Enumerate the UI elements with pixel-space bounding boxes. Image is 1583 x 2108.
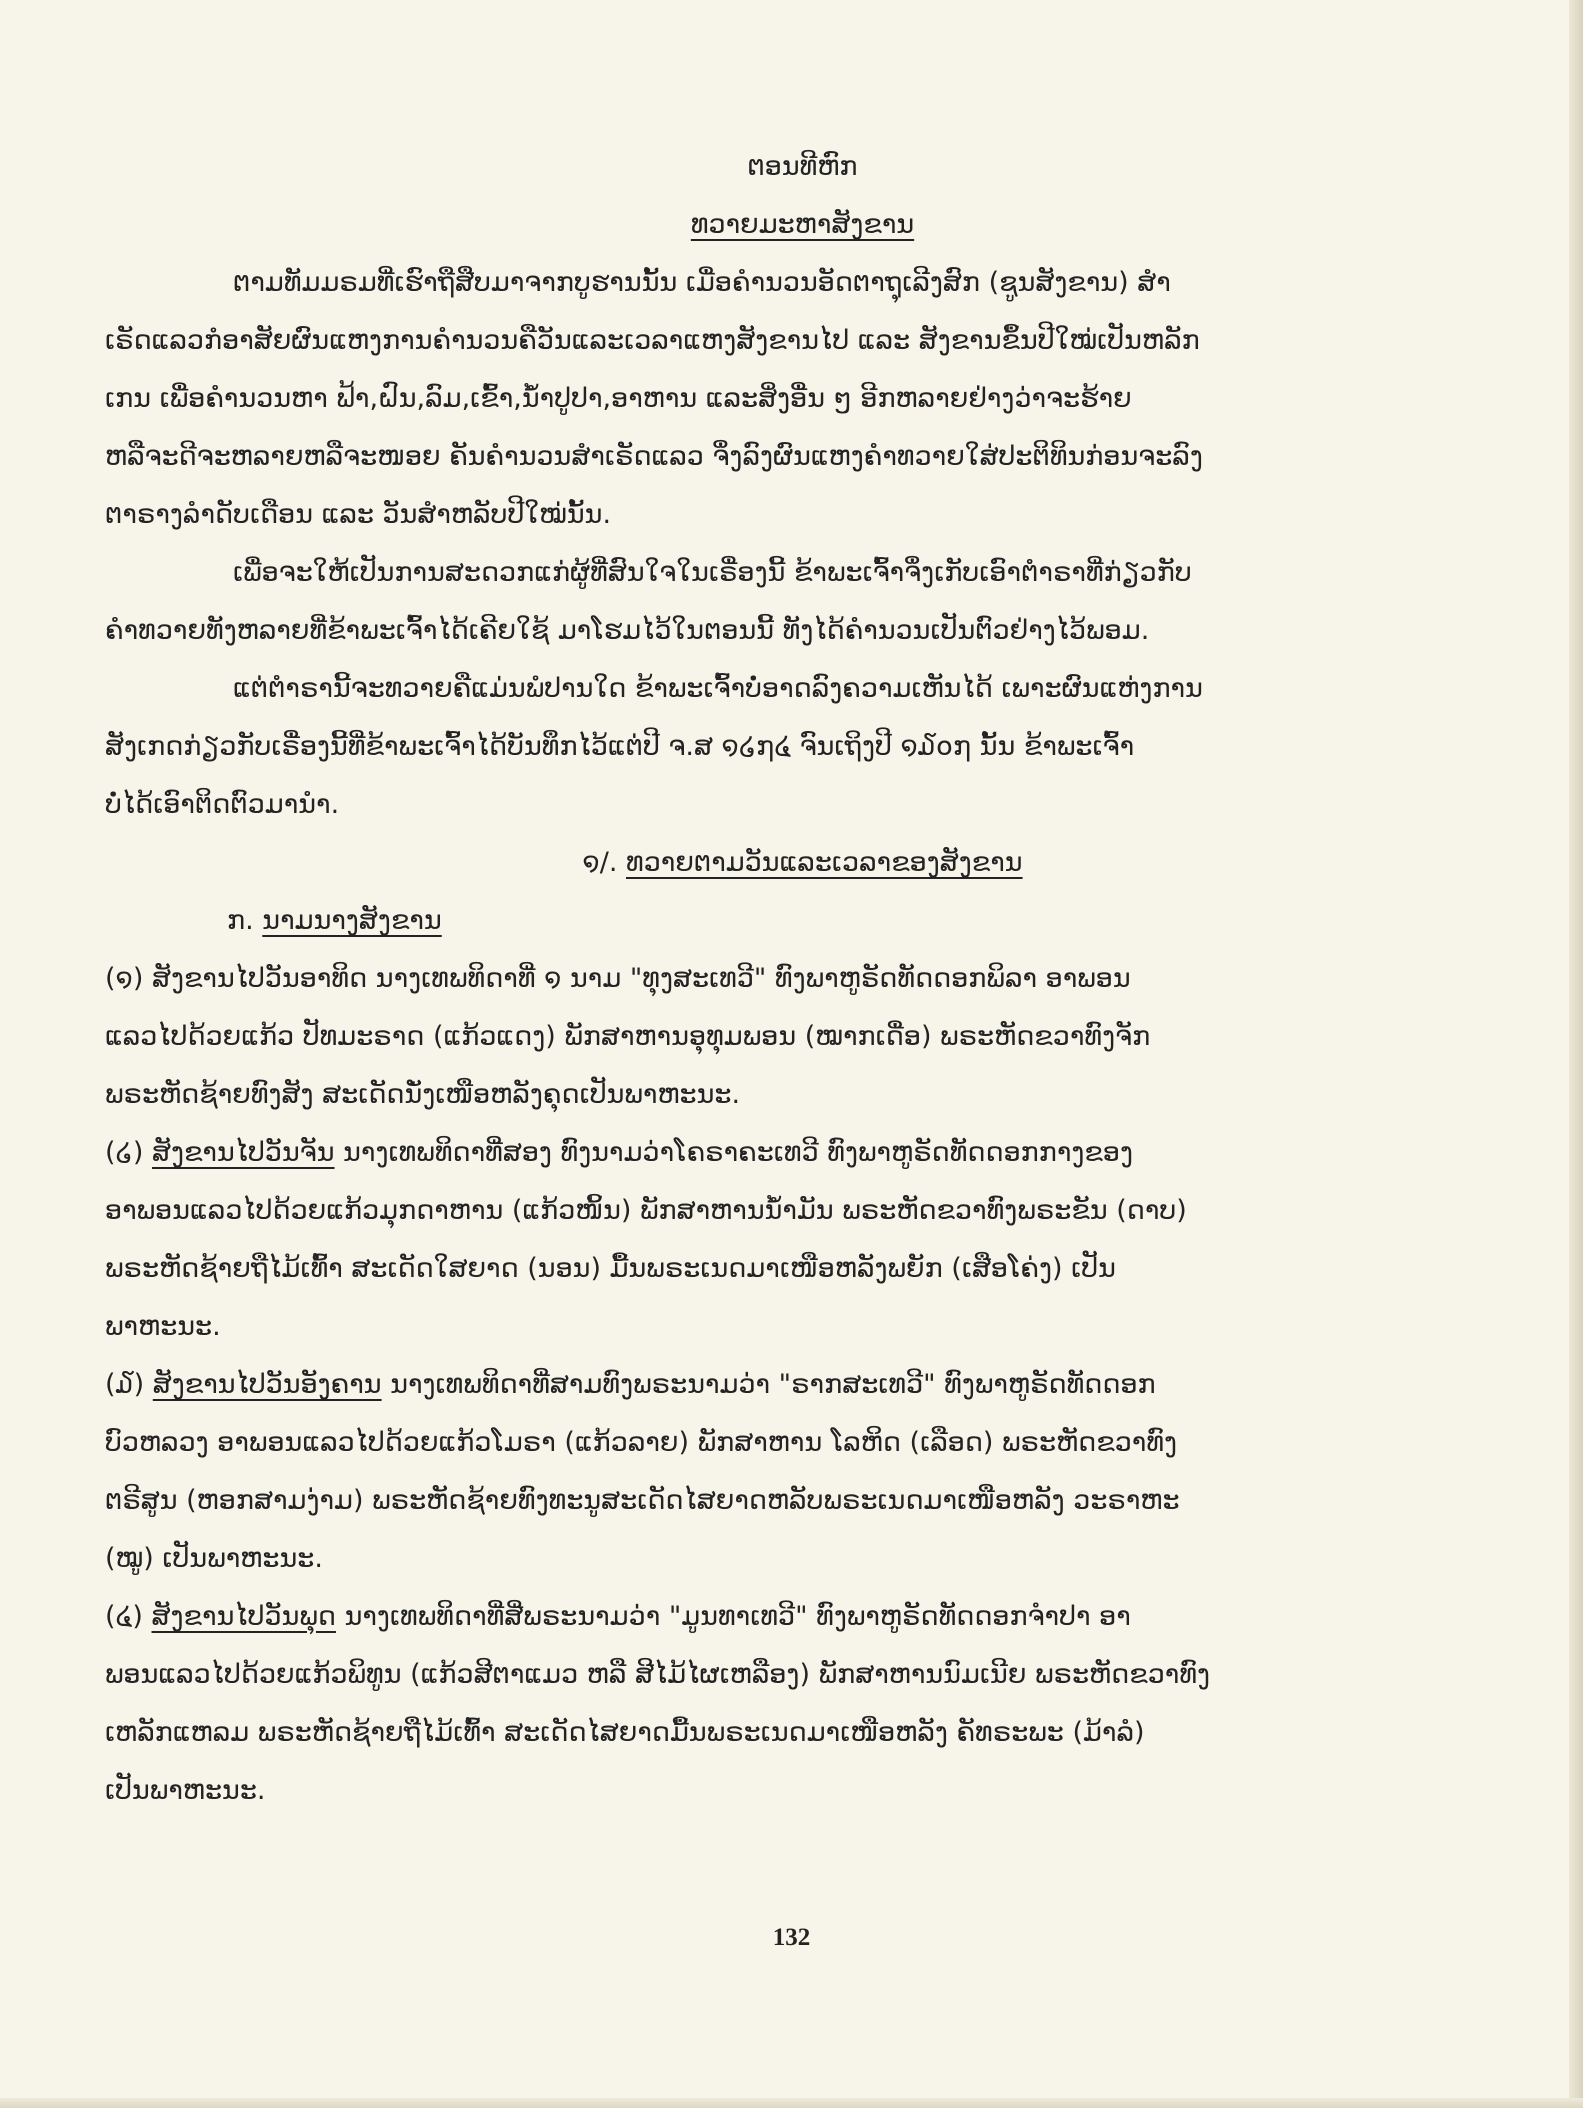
intro-paragraph-1 <box>105 254 1500 544</box>
item-lead: ສັງຂານໄປວັນພຸດ <box>151 1601 336 1632</box>
page-edge-shadow <box>1569 0 1583 2108</box>
item-1 <box>105 950 1500 1124</box>
item-number: (໓) <box>105 1369 145 1400</box>
item-first-line <box>105 950 1500 1008</box>
item-line: ບົວຫລວງ ອາພອນແລວໄປດ້ວຍແກ້ວໂມຣາ (ແກ້ວລາຍ) ພັກສາຫານ ໂລຫິດ (ເລືອດ) ພຣະຫັດຂວາທົງ <box>105 1427 1178 1458</box>
sub-heading-label: ກ. <box>227 905 254 936</box>
sub-heading-a <box>105 892 1500 950</box>
document-body <box>105 138 1500 1820</box>
item-line: ແລວໄປດ້ວຍແກ້ວ ປັທມະຣາດ (ແກ້ວແດງ) ພັກສາຫານອຸທຸມພອນ (ໝາກເດື່ອ) ພຣະຫັດຂວາທົງຈັກ <box>105 1021 1151 1052</box>
item-line: ພຣະຫັດຊ້າຍທົງສັງ ສະເດັດນັ່ງເໜືອຫລັງຄຸດເປັນພາຫະນະ. <box>105 1079 741 1110</box>
section-title-row <box>105 196 1500 254</box>
item-line: ພາຫະນະ. <box>105 1311 221 1342</box>
item-number: (໑) <box>105 963 144 994</box>
item-first-line <box>105 1588 1500 1646</box>
item-line: ເປັນພາຫະນະ. <box>105 1775 266 1806</box>
subsection-title: ທວາຍຕາມວັນແລະເວລາຂອງສັງຂານ <box>626 847 1023 878</box>
subsection-number: ໑/. <box>582 847 618 878</box>
item-lead: ສັງຂານໄປວັນອາທິດ <box>151 963 368 994</box>
item-text: ນາງເທພທິດາທີ່ ໑ ນາມ "ທຸງສະເທວີ" ທົງພາຫູຣັດທັດດອກພິລາ ອາພອນ <box>375 963 1131 994</box>
item-line: (ໝູ) ເປັນພາຫະນະ. <box>105 1543 323 1574</box>
intro-paragraph-2 <box>105 544 1500 660</box>
item-line: ພອນແລວໄປດ້ວຍແກ້ວພິທູນ (ແກ້ວສີຕາແມວ ຫລື ສີໄມ້ໄຜເຫລືອງ) ພັກສາຫານນົມເນີຍ ພຣະຫັດຂວາທົງ <box>105 1659 1211 1690</box>
item-number: (໒) <box>105 1137 144 1168</box>
paragraph-line: ຄຳທວາຍທັງຫລາຍທີ່ຂ້າພະເຈົ້າໄດ້ເຄີຍໃຊ້ ມາໂຮມໄວ້ໃນຕອນນີ້ ທັງໄດ້ຄຳນວນເປັນຕົວຢ່າງໄວ້ພອມ. <box>105 615 1150 646</box>
paragraph-line: ຕາມທັມມຣມທີ່ເຮົາຖືສືບມາຈາກບູຮານນັ້ນ ເມື່ອຄຳນວນອັດຕາຖຸເລີງສົກ (ຊູນສັງຂານ) ສຳ <box>233 267 1171 298</box>
page-bottom-shadow <box>0 2098 1583 2108</box>
paragraph-line: ຫລືຈະດີຈະຫລາຍຫລືຈະໜອຍ ຄັນຄຳນວນສຳເຣັດແລວ ຈຶ່ງລົງຜົນແຫງຄຳທວາຍໃສ່ປະຕິທິນກ່ອນຈະລົງ <box>105 441 1203 472</box>
item-line: ເຫລັກແຫລມ ພຣະຫັດຊ້າຍຖືໄມ້ເທົ້າ ສະເດັດໄສຍາດມື້ນພຣະເນດມາເໜືອຫລັງ ຄັທຣະພະ (ມ້າລໍ) <box>105 1717 1145 1748</box>
subsection-heading <box>105 834 1500 892</box>
paragraph-line: ແຕ່ຕຳຣານີ້ຈະທວາຍຄືແມ່ນພໍປານໃດ ຂ້າພະເຈົ້າບໍ່ອາດລົງຄວາມເຫັນໄດ້ ເພາະຜົນແຫ່ງການ <box>233 673 1203 704</box>
chapter-title: ຕອນທີຫົກ <box>747 151 858 182</box>
item-number: (໔) <box>105 1601 143 1632</box>
item-text: ນາງເທພທິດາທີ່ສອງ ທົງນາມວ່າໂຄຣາຄະເທວີ ທົງພາຫູຣັດທັດດອກກາງຂອງ <box>343 1137 1134 1168</box>
section-title: ທວາຍມະຫາສັງຂານ <box>690 209 915 240</box>
item-line: ຕຣີສູນ (ຫອກສາມງ່າມ) ພຣະຫັດຊ້າຍທົງທະນູສະເດັດໄສຍາດຫລັບພຣະເນດມາເໜືອຫລັງ ວະຣາຫະ <box>105 1485 1180 1516</box>
paragraph-line: ເກນ ເພື່ອຄຳນວນຫາ ຟ້າ,ຝົນ,ລົມ,ເຂົ້າ,ນ້ຳປູປາ,ອາຫານ ແລະສິ່ງອື່ນ ໆ ອີກຫລາຍຢ່າງວ່າຈະຮ້າຍ <box>105 383 1132 414</box>
paragraph-line: ຕາຣາງລຳດັບເດືອນ ແລະ ວັນສຳຫລັບປີໃໝ່ນັ້ນ. <box>105 499 612 530</box>
paragraph-line: ເຣັດແລວກໍອາສັຍຜົນແຫງການຄຳນວນຄືວັນແລະເວລາແຫງສັງຂານໄປ ແລະ ສັງຂານຂຶ້ນປີໃໝ່ເປັນຫລັກ <box>105 325 1200 356</box>
paragraph-line: ເພື່ອຈະໃຫ້ເປັນການສະດວກແກ່ຜູ້ທີ່ສົນໃຈໃນເຣື່ອງນີ້ ຂ້າພະເຈົ້າຈຶ່ງເກັບເອົາຕຳຣາທີ່ກ່ຽວກັບ <box>233 557 1192 588</box>
item-text: ນາງເທພທິດາທີ່ສາມທົງພຣະນາມວ່າ "ຣາກສະເທວີ" ທົງພາຫູຣັດທັດດອກ <box>390 1369 1156 1400</box>
item-lead: ສັງຂານໄປວັນອັງຄານ <box>152 1369 382 1400</box>
paragraph-line: ບໍ່ໄດ້ເອົາຕິດຕົວມານຳ. <box>105 789 340 820</box>
page-number: 132 <box>772 1924 811 1951</box>
intro-paragraph-3 <box>105 660 1500 834</box>
sub-heading-title: ນາມນາງສັງຂານ <box>262 905 442 936</box>
item-first-line <box>105 1356 1500 1414</box>
item-line: ອາພອນແລວໄປດ້ວຍແກ້ວມຸກດາຫານ (ແກ້ວໜິ້ນ) ພັກສາຫານນ້ຳມັນ ພຣະຫັດຂວາທົງພຣະຂັນ (ດາບ) <box>105 1195 1187 1226</box>
item-3 <box>105 1356 1500 1588</box>
item-2 <box>105 1124 1500 1356</box>
item-line: ພຣະຫັດຊ້າຍຖືໄມ້ເທົ້າ ສະເດັດໃສຍາດ (ນອນ) ມື້ນພຣະເນດມາເໜືອຫລັງພຍັກ (ເສືອໂຄ່ງ) ເປັນ <box>105 1253 1116 1284</box>
item-first-line <box>105 1124 1500 1182</box>
item-4 <box>105 1588 1500 1820</box>
paragraph-line: ສັງເກດກ່ຽວກັບເຣື່ອງນີ້ທີ່ຂ້າພະເຈົ້າໄດ້ບັນທຶກໄວ້ແຕ່ປີ ຈ.ສ ໑໒໗໔ ຈົນເຖິງປີ ໑໓໐໗ ນັ້ນ ຂ້າພະເຈົ້າ <box>105 731 1135 762</box>
item-lead: ສັງຂານໄປວັນຈັນ <box>151 1137 335 1168</box>
item-text: ນາງເທພທິດາທີ່ສີ່ພຣະນາມວ່າ "ມູນທາເທວີ" ທົງພາຫູຣັດທັດດອກຈຳປາ ອາ <box>344 1601 1131 1632</box>
